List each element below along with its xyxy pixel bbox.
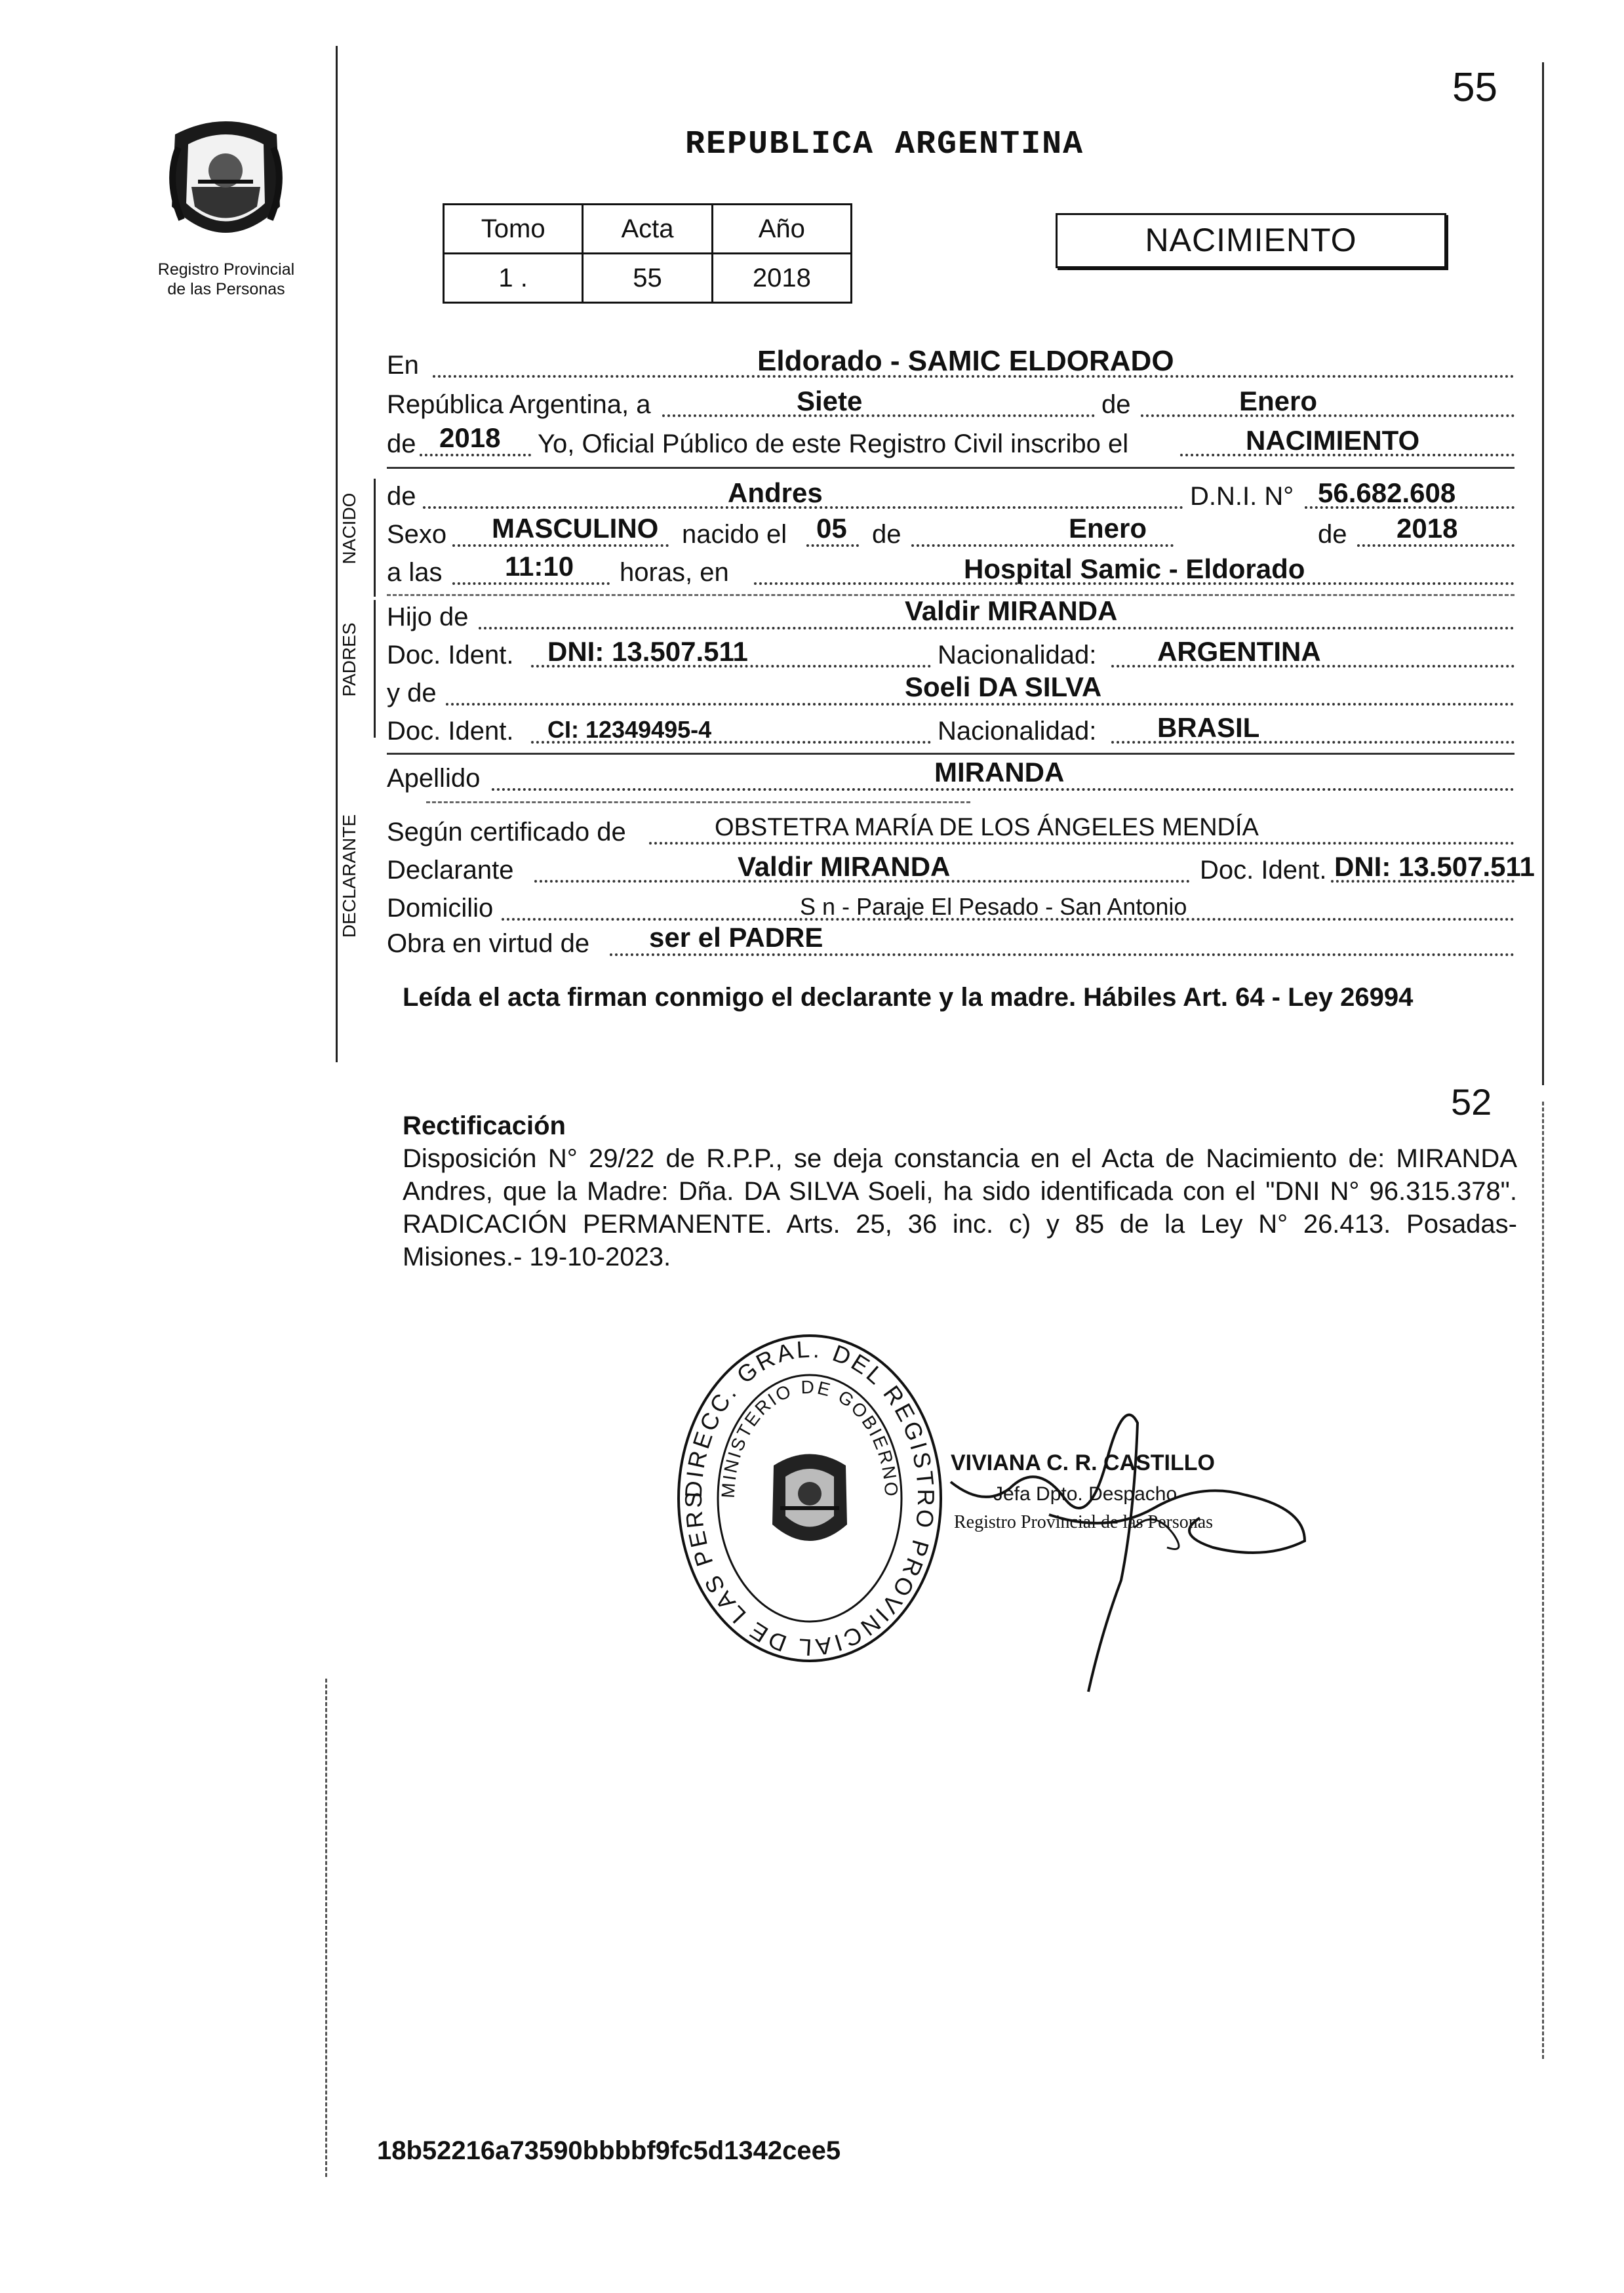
meta-value-acta: 55 <box>583 254 712 303</box>
value-apellido: MIRANDA <box>934 757 1065 788</box>
label-a-las: a las <box>387 558 443 587</box>
row-inscribo <box>387 422 1515 463</box>
row-hora <box>387 553 1515 591</box>
page-number: 55 <box>1452 65 1497 110</box>
meta-value-tomo: 1 . <box>444 254 583 303</box>
official-seal <box>669 1331 951 1665</box>
value-declarante: Valdir MIRANDA <box>738 851 951 882</box>
signature-stamp-name: VIVIANA C. R. CASTILLO <box>951 1450 1215 1475</box>
handwritten-signature <box>938 1384 1331 1698</box>
label-dni: D.N.I. N° <box>1190 482 1294 511</box>
row-madre <box>387 671 1515 712</box>
label-republica: República Argentina, a <box>387 390 651 419</box>
value-dni: 56.682.608 <box>1318 477 1456 508</box>
value-domicilio: S n - Paraje El Pesado - San Antonio <box>800 893 1187 920</box>
value-madre: Soeli DA SILVA <box>905 671 1102 702</box>
section-divider-apellido <box>426 801 970 803</box>
nacido-divider <box>374 479 376 597</box>
province-logo <box>152 108 300 256</box>
row-apellido <box>387 759 1515 797</box>
right-margin-line-lower <box>1542 1102 1544 2059</box>
value-tipo: NACIMIENTO <box>1246 425 1420 456</box>
label-obra: Obra en virtud de <box>387 929 590 958</box>
label-de-nombre: de <box>387 482 416 511</box>
label-doc-ident-declarante: Doc. Ident. <box>1200 856 1327 885</box>
padres-divider <box>374 600 376 738</box>
label-horas-en: horas, en <box>620 558 729 587</box>
value-padre-doc: DNI: 13.507.511 <box>547 636 748 667</box>
row-domicilio <box>387 889 1515 927</box>
value-sexo: MASCULINO <box>492 513 659 544</box>
label-de-nacmes: de <box>872 520 901 549</box>
seal-emblem-icon <box>772 1454 847 1542</box>
label-yo: Yo, Oficial Público de este Registro Civil inscribo el <box>538 429 1129 458</box>
value-nac-anio: 2018 <box>1396 513 1458 544</box>
label-y-de: y de <box>387 679 437 708</box>
dots <box>1357 544 1515 547</box>
meta-header-tomo: Tomo <box>444 205 583 254</box>
label-nacido-el: nacido el <box>682 520 787 549</box>
row-nombre <box>387 477 1515 515</box>
dots <box>662 414 1095 417</box>
signature-stamp-role: Jefa Dpto. Despacho <box>993 1483 1178 1505</box>
rectification-title: Rectificación <box>403 1111 566 1140</box>
value-dia: Siete <box>797 386 863 416</box>
row-certificado <box>387 813 1515 851</box>
rectification-number: 52 <box>1451 1081 1492 1123</box>
value-nombre: Andres <box>728 477 823 508</box>
label-apellido: Apellido <box>387 764 481 793</box>
dots <box>479 627 1515 629</box>
label-doc-ident-madre: Doc. Ident. <box>387 717 514 746</box>
value-padre: Valdir MIRANDA <box>905 595 1118 626</box>
meta-header-anio: Año <box>712 205 851 254</box>
rectification-body: Disposición N° 29/22 de R.P.P., se deja constancia en el Acta de Nacimiento de: MIRANDA Andres, que la Madre: Dña. DA SILVA Soeli, ha sido identificada con el "DNI N° 96.315.378". RADICACIÓN PERMANENTE. Arts. 25, 36 inc. c) y 85 de la Ley N° 26.413. Posadas- Misiones.- 19-10-2023. <box>403 1144 1517 1271</box>
row-en <box>387 346 1515 384</box>
value-nac-mes: Enero <box>1069 513 1147 544</box>
side-label-declarante: DECLARANTE <box>339 814 359 938</box>
row-obra <box>387 922 1515 963</box>
value-obra: ser el PADRE <box>649 922 823 953</box>
meta-value-anio: 2018 <box>712 254 851 303</box>
label-domicilio: Domicilio <box>387 894 494 923</box>
label-nacionalidad-padre: Nacionalidad: <box>938 641 1097 669</box>
seal-inner-text: MINISTERIO DE GOBIERNO <box>717 1376 902 1499</box>
value-lugar: Hospital Samic - Eldorado <box>964 553 1305 584</box>
left-margin-line <box>336 46 338 1062</box>
label-sexo: Sexo <box>387 520 447 549</box>
value-certificado: OBSTETRA MARÍA DE LOS ÁNGELES MENDÍA <box>715 814 1259 841</box>
signature-stamp-org: Registro Provincial de las Personas <box>954 1512 1214 1532</box>
label-de-nacanio: de <box>1318 520 1347 549</box>
label-en: En <box>387 351 419 380</box>
label-segun: Según certificado de <box>387 818 626 847</box>
value-madre-doc: CI: 12349495-4 <box>547 716 712 743</box>
side-label-nacido: NACIDO <box>339 492 359 565</box>
value-hora: 11:10 <box>505 551 574 582</box>
value-declarante-doc: DNI: 13.507.511 <box>1334 851 1535 882</box>
label-declarante: Declarante <box>387 856 514 885</box>
dots <box>610 953 1515 956</box>
label-de-anio: de <box>387 429 416 458</box>
value-anio: 2018 <box>439 422 501 453</box>
row-madre-doc <box>387 712 1515 750</box>
value-padre-nac: ARGENTINA <box>1157 636 1321 667</box>
side-label-padres: PADRES <box>339 622 359 697</box>
dots <box>649 842 1515 845</box>
left-margin-line-lower <box>325 1679 327 2177</box>
dots <box>446 703 1515 706</box>
document-hash: 18b52216a73590bbbbf9fc5d1342cee5 <box>377 2136 841 2165</box>
row-padre-doc <box>387 636 1515 674</box>
label-nacionalidad-madre: Nacionalidad: <box>938 717 1097 746</box>
section-divider-top <box>387 467 1515 469</box>
row-sexo <box>387 515 1515 553</box>
value-en: Eldorado - SAMIC ELDORADO <box>757 345 1174 377</box>
row-padre <box>387 595 1515 636</box>
dots <box>452 582 610 585</box>
dots <box>806 544 859 547</box>
right-margin-line <box>1542 62 1544 1085</box>
value-nac-dia: 05 <box>816 513 847 544</box>
dots <box>1141 414 1515 417</box>
value-mes: Enero <box>1239 386 1318 416</box>
dots <box>911 544 1174 547</box>
label-hijo-de: Hijo de <box>387 603 469 631</box>
meta-header-acta: Acta <box>583 205 712 254</box>
closing-note: Leída el acta firman conmigo el declarante y la madre. Hábiles Art. 64 - Ley 26994 <box>403 983 1414 1012</box>
dots <box>492 788 1515 791</box>
logo-caption <box>111 260 341 299</box>
dots <box>420 454 531 456</box>
value-madre-nac: BRASIL <box>1157 712 1260 743</box>
label-doc-ident-padre: Doc. Ident. <box>387 641 514 669</box>
record-meta-table <box>443 203 852 304</box>
record-type-box: NACIMIENTO <box>1056 213 1446 268</box>
seal-outer-text: DIRECC. GRAL. DEL REGISTRO PROVINCIAL DE LAS PERS <box>679 1335 940 1662</box>
logo-caption-line1: Registro Provincial <box>157 260 295 279</box>
label-de-mes: de <box>1101 390 1131 419</box>
row-fecha <box>387 386 1515 424</box>
dots <box>452 544 669 547</box>
logo-caption-line2: de las Personas <box>167 280 285 298</box>
country-title: REPUBLICA ARGENTINA <box>685 126 1084 163</box>
row-declarante <box>387 851 1535 889</box>
section-divider-padres <box>387 753 1515 755</box>
